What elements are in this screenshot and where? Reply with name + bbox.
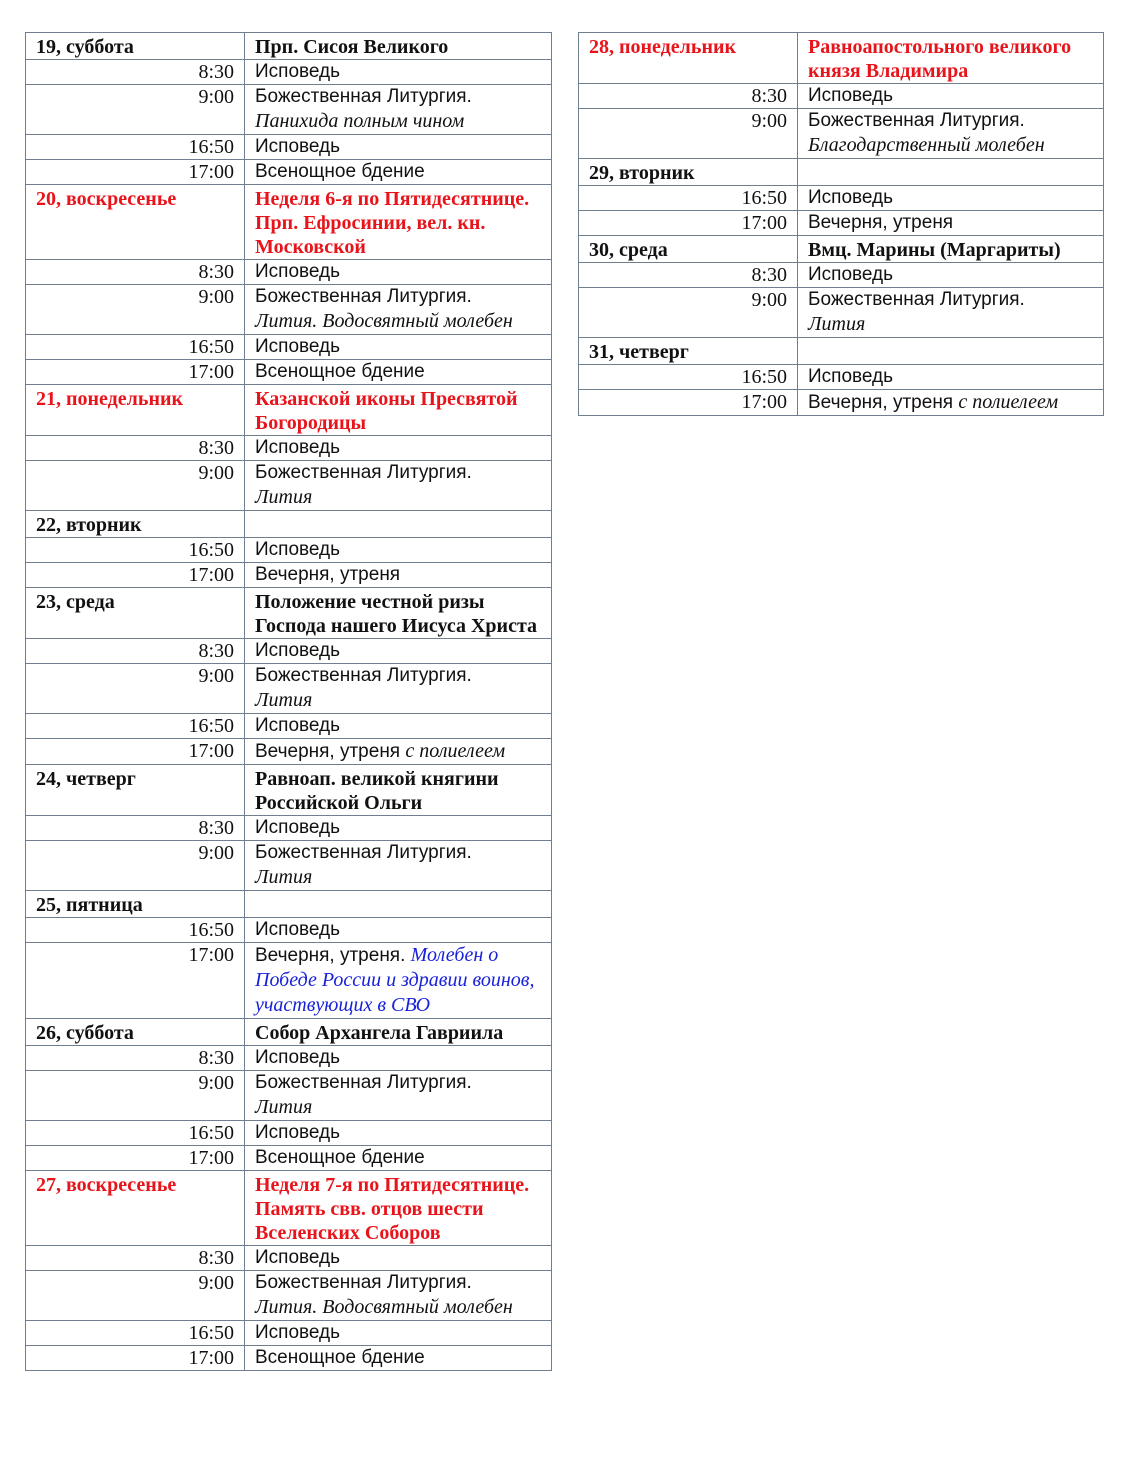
service-name: Исповедь <box>808 85 894 106</box>
feast-title <box>245 511 552 538</box>
service-row <box>26 160 552 185</box>
service-row <box>579 365 1104 390</box>
service-description <box>245 739 552 765</box>
service-row <box>26 1071 552 1121</box>
feast-title: Прп. Сисоя Великого <box>245 33 552 60</box>
service-description <box>245 563 552 588</box>
day-date: 27, воскресенье <box>26 1171 245 1246</box>
service-description <box>245 639 552 664</box>
feast-title <box>798 338 1104 365</box>
feast-title: Собор Архангела Гавриила <box>245 1019 552 1046</box>
service-time: 17:00 <box>26 1146 245 1171</box>
day-header-row <box>26 588 552 639</box>
service-time: 16:50 <box>26 1321 245 1346</box>
service-row <box>579 84 1104 109</box>
service-description <box>245 335 552 360</box>
service-name: Божественная Литургия. <box>255 842 472 863</box>
day-date: 25, пятница <box>26 891 245 918</box>
service-name: Исповедь <box>255 817 341 838</box>
service-time: 16:50 <box>26 1121 245 1146</box>
service-description <box>245 1046 552 1071</box>
service-note: Лития <box>255 689 313 711</box>
service-description <box>245 1346 552 1371</box>
day-date: 29, вторник <box>579 159 798 186</box>
service-time: 9:00 <box>26 1071 245 1121</box>
service-description <box>798 211 1104 236</box>
service-description <box>245 285 552 335</box>
service-description <box>245 1121 552 1146</box>
service-time: 17:00 <box>26 943 245 1019</box>
service-name: Исповедь <box>255 1322 341 1343</box>
feast-title: Положение честной ризы Господа нашего Иисуса Христа <box>245 588 552 639</box>
service-time: 17:00 <box>26 1346 245 1371</box>
service-description <box>245 1146 552 1171</box>
day-date: 26, суббота <box>26 1019 245 1046</box>
service-row <box>26 816 552 841</box>
day-date: 31, четверг <box>579 338 798 365</box>
service-name: Всенощное бдение <box>255 1147 425 1168</box>
service-time: 9:00 <box>579 109 798 159</box>
service-name: Исповедь <box>808 264 894 285</box>
service-time: 16:50 <box>579 365 798 390</box>
service-time: 8:30 <box>26 1246 245 1271</box>
service-row <box>26 60 552 85</box>
day-date: 22, вторник <box>26 511 245 538</box>
day-date: 21, понедельник <box>26 385 245 436</box>
service-row <box>26 639 552 664</box>
service-row <box>26 285 552 335</box>
service-note: Панихида полным чином <box>255 110 465 132</box>
service-description <box>245 943 552 1019</box>
service-row <box>26 360 552 385</box>
service-row <box>26 85 552 135</box>
service-name: Божественная Литургия. <box>255 462 472 483</box>
service-time: 8:30 <box>26 436 245 461</box>
service-row <box>26 1346 552 1371</box>
service-time: 8:30 <box>26 60 245 85</box>
service-time: 16:50 <box>26 538 245 563</box>
service-note: Лития <box>255 1096 313 1118</box>
day-header-row <box>579 159 1104 186</box>
service-description <box>245 714 552 739</box>
service-description <box>245 436 552 461</box>
service-row <box>26 461 552 511</box>
day-header-row <box>26 385 552 436</box>
day-header-row <box>579 236 1104 263</box>
service-note: с полиелеем <box>958 391 1059 413</box>
service-time: 16:50 <box>26 714 245 739</box>
day-header-row <box>26 765 552 816</box>
service-description <box>245 160 552 185</box>
service-row <box>26 1121 552 1146</box>
service-description <box>245 538 552 563</box>
service-note: Лития. Водосвятный молебен <box>255 310 513 332</box>
service-row <box>26 739 552 765</box>
service-note: Лития <box>255 486 313 508</box>
schedule-table-right <box>578 32 1104 416</box>
day-header-row <box>579 33 1104 84</box>
day-date: 19, суббота <box>26 33 245 60</box>
service-time: 9:00 <box>579 288 798 338</box>
day-header-row <box>26 511 552 538</box>
service-time: 17:00 <box>26 160 245 185</box>
service-time: 17:00 <box>579 211 798 236</box>
service-description <box>798 186 1104 211</box>
service-time: 9:00 <box>26 285 245 335</box>
service-description <box>245 918 552 943</box>
day-date: 23, среда <box>26 588 245 639</box>
service-time: 9:00 <box>26 664 245 714</box>
feast-title <box>245 891 552 918</box>
service-row <box>26 1321 552 1346</box>
service-time: 8:30 <box>26 816 245 841</box>
service-name: Исповедь <box>255 61 341 82</box>
service-row <box>26 335 552 360</box>
day-date: 28, понедельник <box>579 33 798 84</box>
service-name: Вечерня, утреня <box>255 741 401 762</box>
service-row <box>26 1146 552 1171</box>
service-row <box>26 1271 552 1321</box>
service-name: Исповедь <box>255 136 341 157</box>
service-name: Исповедь <box>255 1247 341 1268</box>
service-time: 16:50 <box>26 918 245 943</box>
service-name: Исповедь <box>808 187 894 208</box>
service-time: 9:00 <box>26 85 245 135</box>
service-name: Исповедь <box>255 437 341 458</box>
service-description <box>245 260 552 285</box>
service-time: 8:30 <box>26 260 245 285</box>
service-row <box>26 714 552 739</box>
service-time: 9:00 <box>26 841 245 891</box>
day-header-row <box>26 33 552 60</box>
service-description <box>245 85 552 135</box>
service-name: Божественная Литургия. <box>808 110 1025 131</box>
service-name: Исповедь <box>808 366 894 387</box>
feast-title <box>798 159 1104 186</box>
service-note: Благодарственный молебен <box>808 134 1045 156</box>
service-time: 16:50 <box>26 335 245 360</box>
service-row <box>26 841 552 891</box>
service-name: Всенощное бдение <box>255 1347 425 1368</box>
service-time: 17:00 <box>26 739 245 765</box>
service-note: Лития <box>255 866 313 888</box>
service-name: Вечерня, утреня <box>808 212 954 233</box>
service-description <box>245 1271 552 1321</box>
service-name: Божественная Литургия. <box>255 1072 472 1093</box>
service-name: Божественная Литургия. <box>255 1272 472 1293</box>
service-name: Всенощное бдение <box>255 361 425 382</box>
day-header-row <box>26 185 552 260</box>
service-note: Лития. Водосвятный молебен <box>255 1296 513 1318</box>
service-description <box>798 263 1104 288</box>
service-name: Исповедь <box>255 919 341 940</box>
service-name: Исповедь <box>255 261 341 282</box>
service-description <box>245 135 552 160</box>
service-description <box>798 390 1104 416</box>
service-name: Вечерня, утреня. <box>255 945 406 966</box>
service-row <box>579 263 1104 288</box>
service-name: Божественная Литургия. <box>255 665 472 686</box>
day-date: 24, четверг <box>26 765 245 816</box>
service-description <box>245 1321 552 1346</box>
service-name: Всенощное бдение <box>255 161 425 182</box>
service-name: Исповедь <box>255 1047 341 1068</box>
service-row <box>26 1246 552 1271</box>
day-header-row <box>579 338 1104 365</box>
day-header-row <box>26 1171 552 1246</box>
service-time: 8:30 <box>579 263 798 288</box>
service-row <box>26 563 552 588</box>
service-description <box>245 816 552 841</box>
day-header-row <box>26 891 552 918</box>
service-description <box>245 60 552 85</box>
service-description <box>798 84 1104 109</box>
service-row <box>26 1046 552 1071</box>
service-row <box>26 436 552 461</box>
service-row <box>579 288 1104 338</box>
service-name: Исповедь <box>255 336 341 357</box>
day-header-row <box>26 1019 552 1046</box>
service-row <box>579 109 1104 159</box>
feast-title: Равноапостольного великого князя Владимира <box>798 33 1104 84</box>
service-description <box>245 841 552 891</box>
feast-title: Неделя 6-я по Пятидесятнице. Прп. Ефросинии, вел. кн. Московской <box>245 185 552 260</box>
service-time: 16:50 <box>579 186 798 211</box>
service-description <box>245 1071 552 1121</box>
service-description <box>798 288 1104 338</box>
service-time: 8:30 <box>26 1046 245 1071</box>
service-name: Исповедь <box>255 715 341 736</box>
service-row <box>579 186 1104 211</box>
service-row <box>579 390 1104 416</box>
service-time: 8:30 <box>26 639 245 664</box>
service-time: 9:00 <box>26 1271 245 1321</box>
service-name: Исповедь <box>255 1122 341 1143</box>
service-description <box>245 1246 552 1271</box>
feast-title: Вмц. Марины (Маргариты) <box>798 236 1104 263</box>
service-row <box>26 538 552 563</box>
service-name: Исповедь <box>255 640 341 661</box>
service-time: 9:00 <box>26 461 245 511</box>
service-name: Божественная Литургия. <box>255 286 472 307</box>
day-date: 30, среда <box>579 236 798 263</box>
service-time: 17:00 <box>26 563 245 588</box>
feast-title: Казанской иконы Пресвятой Богородицы <box>245 385 552 436</box>
service-note: Молебен о Победе России и здравии воинов, участвующих в СВО <box>255 944 535 1016</box>
service-name: Вечерня, утреня <box>255 564 401 585</box>
service-note: с полиелеем <box>405 740 506 762</box>
service-row <box>579 211 1104 236</box>
service-time: 8:30 <box>579 84 798 109</box>
service-name: Божественная Литургия. <box>255 86 472 107</box>
service-row <box>26 135 552 160</box>
service-name: Божественная Литургия. <box>808 289 1025 310</box>
feast-title: Равноап. великой княгини Российской Ольги <box>245 765 552 816</box>
service-note: Лития <box>808 313 866 335</box>
service-description <box>245 664 552 714</box>
schedule-table-left <box>25 32 552 1371</box>
feast-title: Неделя 7-я по Пятидесятнице. Память свв. отцов шести Вселенских Соборов <box>245 1171 552 1246</box>
service-description <box>245 461 552 511</box>
service-time: 16:50 <box>26 135 245 160</box>
service-description <box>798 365 1104 390</box>
service-row <box>26 260 552 285</box>
service-time: 17:00 <box>579 390 798 416</box>
service-time: 17:00 <box>26 360 245 385</box>
service-row <box>26 918 552 943</box>
day-date: 20, воскресенье <box>26 185 245 260</box>
service-name: Исповедь <box>255 539 341 560</box>
service-description <box>798 109 1104 159</box>
service-row <box>26 664 552 714</box>
service-description <box>245 360 552 385</box>
service-name: Вечерня, утреня <box>808 392 954 413</box>
service-row <box>26 943 552 1019</box>
